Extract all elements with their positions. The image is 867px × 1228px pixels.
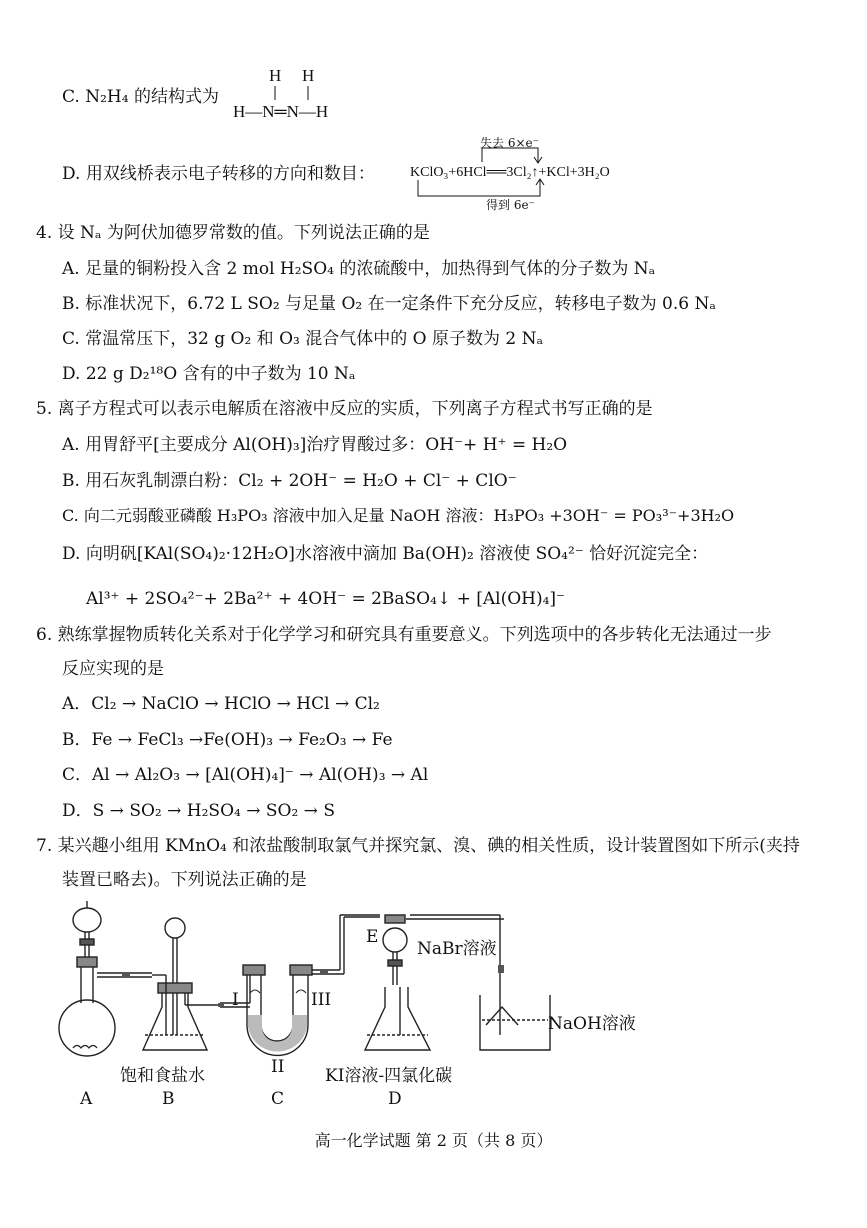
label-ki-ccl4: KI溶液-四氯化碳	[325, 1066, 453, 1086]
q5-option-d-equation: Al³⁺ + 2SO₄²⁻+ 2Ba²⁺ + 4OH⁻ = 2BaSO₄↓ + [Al(OH)₄]⁻	[86, 589, 566, 609]
q7-stem-line1: 7. 某兴趣小组用 KMnO₄ 和浓盐酸制取氯气并探究氯、溴、碘的相关性质，设计装置图如下所示(夹持	[36, 836, 800, 856]
label-d: D	[388, 1089, 402, 1109]
kclo3-equation: KClO₃+6HCl══3Cl₂↑+KCl+3H₂O	[410, 165, 610, 180]
q4-option-d: D. 22 g D₂¹⁸O 含有的中子数为 10 Nₐ	[62, 364, 356, 384]
label-e: E	[366, 927, 379, 947]
label-nabr-solution: NaBr溶液	[417, 939, 497, 959]
q5-stem: 5. 离子方程式可以表示电解质在溶液中反应的实质，下列离子方程式书写正确的是	[36, 399, 653, 419]
q5-option-b: B. 用石灰乳制漂白粉：Cl₂ + 2OH⁻ = H₂O + Cl⁻ + ClO⁻	[62, 471, 517, 491]
q5-option-c: C. 向二元弱酸亚磷酸 H₃PO₃ 溶液中加入足量 NaOH 溶液：H₃PO₃ +3OH⁻ = PO₃³⁻+3H₂O	[62, 506, 735, 525]
q4-stem: 4. 设 Nₐ 为阿伏加德罗常数的值。下列说法正确的是	[36, 223, 430, 243]
q4-option-b: B. 标准状况下，6.72 L SO₂ 与足量 O₂ 在一定条件下充分反应，转移电子数为 0.6 Nₐ	[62, 294, 716, 314]
label-tube-i: I	[232, 990, 239, 1010]
q3-c-prefix: C.	[62, 87, 80, 107]
q6-stem-line2: 反应实现的是	[62, 659, 164, 679]
q6-stem-line1: 6. 熟练掌握物质转化关系对于化学学习和研究具有重要意义。下列选项中的各步转化无法通过一步	[36, 625, 772, 645]
q3-option-d	[62, 163, 375, 185]
q3-d-prefix: D.	[62, 164, 81, 184]
q5-option-d: D. 向明矾[KAl(SO₄)₂·12H₂O]水溶液中滴加 Ba(OH)₂ 溶液使 SO₄²⁻ 恰好沉淀完全：	[62, 544, 709, 564]
q3-c-text: N₂H₄ 的结构式为	[85, 87, 219, 107]
n2h4-bond-lines	[270, 84, 320, 102]
q3-d-text: 用双线桥表示电子转移的方向和数目：	[85, 164, 375, 184]
q5-option-a: A. 用胃舒平[主要成分 Al(OH)₃]治疗胃酸过多：OH⁻+ H⁺ = H₂O	[62, 435, 568, 455]
n2h4-h-top-2: H	[302, 66, 315, 85]
q3-option-c	[62, 86, 219, 108]
q4-option-a: A. 足量的铜粉投入含 2 mol H₂SO₄ 的浓硫酸中，加热得到气体的分子数为 Nₐ	[62, 259, 656, 279]
label-saturated-brine: 饱和食盐水	[120, 1066, 205, 1086]
q6-option-c: C．Al → Al₂O₃ → [Al(OH)₄]⁻ → Al(OH)₃ → Al	[62, 765, 429, 785]
q6-option-d: D．S → SO₂ → H₂SO₄ → SO₂ → S	[62, 801, 335, 821]
q7-stem-line2: 装置已略去)。下列说法正确的是	[62, 870, 307, 890]
label-b: B	[162, 1089, 175, 1109]
page-footer: 高一化学试题 第 2 页（共 8 页）	[314, 1131, 553, 1150]
n2h4-h-top-1: H	[269, 66, 282, 85]
q6-option-a: A．Cl₂ → NaClO → HClO → HCl → Cl₂	[62, 694, 380, 714]
lose-electrons-label: 失去 6×e⁻	[480, 136, 539, 150]
label-c: C	[271, 1089, 285, 1109]
q4-option-c: C. 常温常压下，32 g O₂ 和 O₃ 混合气体中的 O 原子数为 2 Nₐ	[62, 329, 544, 349]
label-naoh-solution: NaOH溶液	[548, 1014, 636, 1034]
n2h4-chain: H—N═N—H	[233, 102, 329, 121]
label-tube-ii: II	[271, 1057, 285, 1077]
gain-electrons-label: 得到 6e⁻	[486, 198, 535, 212]
label-a: A	[80, 1089, 93, 1109]
label-tube-iii: III	[311, 990, 332, 1010]
apparatus-diagram	[40, 895, 700, 1075]
q6-option-b: B．Fe → FeCl₃ →Fe(OH)₃ → Fe₂O₃ → Fe	[62, 730, 393, 750]
